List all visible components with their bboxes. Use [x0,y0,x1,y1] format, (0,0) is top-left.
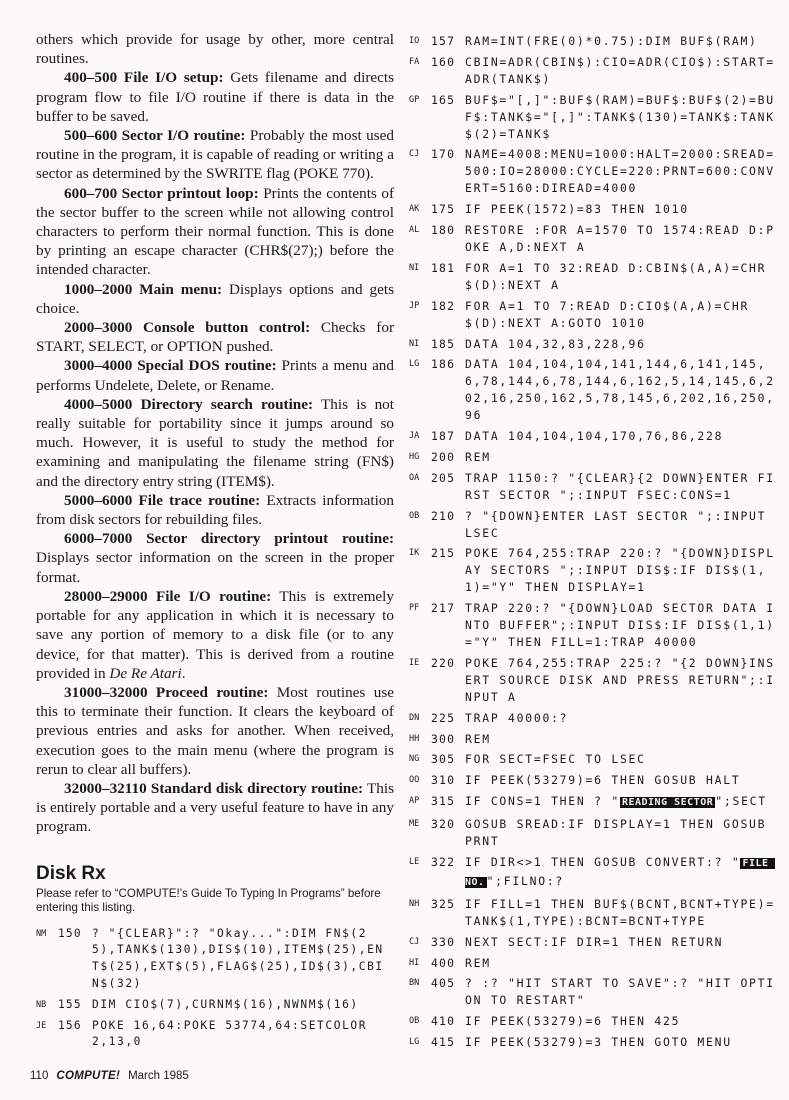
prose-paragraph [36,491,394,529]
paragraph-text: This is entirely portable and a very useful feature to have in any program. [36,779,394,836]
checksum: NG [409,754,420,765]
code-text: DIM CIO$(7),CURNM$(16),NWNM$(16) [92,997,359,1011]
prose-paragraph [36,587,394,683]
paragraph-text: Checks for START, SELECT, or OPTION pushed. [36,319,395,356]
code-line [409,146,781,197]
code-text: BUF$="[,]":BUF$(RAM)=BUF$:BUF$(2)=BUF$:TANK$="[,]":TANK$(130)=TANK$:TANK$(2)=TANK$ [465,92,775,141]
paragraph-heading: 500–600 Sector I/O routine: [64,127,246,145]
code-line [409,772,781,789]
code-line [409,600,781,651]
code-text [465,793,779,812]
code-text: DATA 104,104,104,170,76,86,228 [465,429,724,444]
listing-title: Disk Rx [36,862,106,884]
prose-paragraph [36,395,394,491]
checksum: OB [409,1016,420,1027]
code-text: ? "{DOWN}ENTER LAST SECTOR ";:INPUT LSEC [465,508,775,540]
paragraph-heading: 28000–29000 File I/O routine: [64,587,272,605]
line-number: 410 [431,1014,456,1029]
prose-paragraph [36,683,394,779]
code-text: FOR SECT=FSEC TO LSEC [465,752,646,767]
paragraph-heading: 4000–5000 Directory search routine: [64,395,314,413]
code-line [409,545,781,596]
code-text: REM [465,731,491,746]
line-number: 155 [58,997,82,1011]
code-line [409,731,781,748]
paragraph-heading: 6000–7000 Sector directory printout routine: [64,530,394,548]
code-text: NAME=4008:MENU=1000:HALT=2000:SREAD=500:IO=28000:CYCLE=220:PRNT=600:CONVERT=5160:DIREAD=4000 [465,147,775,196]
prose-paragraph [36,529,394,587]
paragraph-heading: 2000–3000 Console button control: [64,319,311,337]
line-number: 156 [58,1018,82,1032]
line-number: 185 [431,336,456,351]
line-number: 405 [431,976,456,991]
code-line [409,751,781,768]
prose-paragraph [36,779,394,837]
checksum: HG [409,451,420,462]
prose-paragraph [36,280,394,318]
code-line [409,934,781,951]
line-number: 182 [431,298,456,313]
prose-paragraph [36,184,394,280]
line-number: 170 [431,147,456,162]
code-line [409,222,781,256]
line-number: 217 [431,601,456,616]
code-line [409,955,781,972]
checksum: PF [409,603,420,614]
checksum: AK [409,204,420,215]
page-number: 110 [30,1070,49,1082]
code-line [409,854,781,892]
checksum: OA [409,472,420,483]
paragraph-text: Probably the most used routine in the program, it is capable of reading or writing a sector as determined by the SWRITE flag (POKE 770). [36,127,394,183]
code-line [409,1034,781,1051]
issue-date: March 1985 [128,1070,189,1082]
checksum: CJ [409,936,420,947]
paragraph-heading: 1000–2000 Main menu: [64,280,223,298]
checksum: LG [409,1037,420,1048]
code-text: CBIN=ADR(CBIN$):CIO=ADR(CIO$):START=ADR(TANK$) [465,54,775,86]
code-text [465,854,779,892]
code-text: ? :? "HIT START TO SAVE":? "HIT OPTION TO RESTART" [465,976,775,1008]
inverse-video-text: READING SECTOR [621,797,714,809]
checksum: GP [409,94,420,105]
checksum: BN [409,978,420,989]
code-text-part: ";SECT [715,794,767,809]
code-line [409,428,781,445]
checksum: IE [409,657,420,668]
code-text: ? "{CLEAR}":? "Okay...":DIM FN$(25),TANK$(130),DIS$(10),ITEM$(25),ENT$(25),EXT$(5),FLAG$(25),ID$(3),CBIN$(32) [92,926,384,990]
paragraph-text-end: . [181,664,186,682]
line-number: 325 [431,896,456,911]
paragraph-text: Extracts information from disk sectors for rebuilding files. [36,491,394,529]
page-footer [30,1069,189,1083]
paragraph-heading: 5000–6000 File trace routine: [64,491,261,509]
code-line [409,260,781,294]
code-line [409,33,781,50]
line-number: 330 [431,934,456,949]
code-text: TRAP 220:? "{DOWN}LOAD SECTOR DATA INTO BUFFER";:INPUT DIS$:IF DIS$(1,1)="Y" THEN FILL=1:TRAP 40000 [465,601,775,649]
line-number: 157 [431,34,456,48]
code-line [409,54,781,88]
checksum: LG [409,359,420,370]
code-text: TRAP 40000:? [465,710,569,725]
code-text: GOSUB SREAD:IF DISPLAY=1 THEN GOSUB PRNT [465,817,775,849]
code-text: POKE 16,64:POKE 53774,64:SETCOLOR 2,13,0 [92,1018,376,1049]
paragraph-text: This is not really suitable for portability since it jumps around so much. However, it is useful to study the method for examining and manipulating the filename string (FN$) and the directory entry string (ITEM$). [36,395,394,490]
checksum: ME [409,819,420,830]
paragraph-text: This is extremely portable for any application in which it is necessary to save any portion of memory to a disk file (or to any device, for that matter). This is derived from a routine provided in [36,587,394,682]
code-text: IF PEEK(1572)=83 THEN 1010 [465,202,689,217]
code-line [409,793,781,812]
inverse-video-text: FILE NO. [465,857,776,888]
code-text-part: IF CONS=1 THEN ? " [465,794,620,809]
paragraph-text: Gets filename and directs program flow to file I/O routine if there is data in the buffer to be saved. [36,69,394,125]
prose-paragraph [36,30,394,68]
checksum: HH [409,733,420,744]
code-line [36,926,394,993]
checksum: IK [409,548,420,559]
paragraph-heading: 600–700 Sector printout loop: [64,184,259,202]
checksum: NM [36,928,47,939]
line-number: 315 [431,794,456,809]
checksum: HI [409,957,420,968]
checksum: JP [409,300,420,311]
checksum: NI [409,262,420,273]
checksum: FA [409,56,420,67]
code-line [409,470,781,504]
checksum: JE [36,1020,47,1031]
line-number: 415 [431,1035,456,1050]
line-number: 305 [431,752,456,767]
code-line [409,1013,781,1030]
code-line [409,356,781,424]
line-number: 220 [431,655,456,670]
code-text: RESTORE :FOR A=1570 TO 1574:READ D:POKE A,D:NEXT A [465,223,775,254]
code-text-part: IF DIR<>1 THEN GOSUB CONVERT:? " [465,854,741,869]
paragraph-heading: 3000–4000 Special DOS routine: [64,357,277,375]
code-text: FOR A=1 TO 7:READ D:CIO$(A,A)=CHR$(D):NEXT A:GOTO 1010 [465,298,750,330]
checksum: DN [409,712,420,723]
line-number: 322 [431,854,456,869]
code-line [409,92,781,143]
paragraph-text: Displays options and gets choice. [36,280,394,317]
code-text-part: ";FILNO:? [486,873,565,888]
checksum: LE [409,856,420,867]
line-number: 210 [431,508,456,523]
line-number: 205 [431,470,456,485]
code-text: FOR A=1 TO 32:READ D:CBIN$(A,A)=CHR$(D):NEXT A [465,260,767,292]
line-number: 160 [431,54,456,69]
code-line [36,1018,394,1052]
line-number: 320 [431,817,456,832]
code-line [409,655,781,706]
checksum: OB [409,510,420,521]
prose-paragraph [36,356,394,394]
code-line [409,449,781,466]
prose-paragraph [36,126,394,184]
code-line [409,336,781,353]
paragraph-text: others which provide for usage by other, more central routines. [36,31,394,68]
line-number: 165 [431,92,456,107]
checksum: NB [36,999,47,1010]
paragraph-heading: 400–500 File I/O setup: [64,69,224,87]
code-text: NEXT SECT:IF DIR=1 THEN RETURN [465,934,724,949]
code-text: IF PEEK(53279)=3 THEN GOTO MENU [465,1035,732,1050]
line-number: 215 [431,546,456,561]
code-text: IF PEEK(53279)=6 THEN GOSUB HALT [465,773,741,788]
checksum: CJ [409,149,420,160]
code-line [409,975,781,1009]
code-line [36,997,394,1014]
line-number: 175 [431,202,456,217]
article-text [36,30,394,837]
line-number: 225 [431,710,456,725]
code-text: POKE 764,255:TRAP 225:? "{2 DOWN}INSERT SOURCE DISK AND PRESS RETURN";:INPUT A [465,655,775,704]
code-text: IF PEEK(53279)=6 THEN 425 [465,1014,681,1029]
line-gap [409,1051,781,1055]
code-text: REM [465,449,491,464]
code-text: DATA 104,32,83,228,96 [465,336,646,351]
code-line [409,298,781,332]
line-number: 300 [431,731,456,746]
code-line [409,710,781,727]
code-line [409,816,781,850]
code-line [409,201,781,218]
code-text: DATA 104,104,104,141,144,6,141,145,6,78,144,6,78,144,6,162,5,14,145,6,202,16,250,162,5,78,145,6,202,16,250,96 [465,357,775,423]
checksum: OO [409,775,420,786]
line-number: 180 [431,223,456,238]
code-line [409,508,781,542]
code-text: TRAP 1150:? "{CLEAR}{2 DOWN}ENTER FIRST SECTOR ";:INPUT FSEC:CONS=1 [465,470,775,502]
paragraph-heading: 31000–32000 Proceed routine: [64,683,269,701]
checksum: AL [409,225,420,236]
paragraph-italic: De Re Atari [109,664,182,682]
checksum: AP [409,796,420,807]
code-text: IF FILL=1 THEN BUF$(BCNT,BCNT+TYPE)=TANK$(1,TYPE):BCNT=BCNT+TYPE [465,896,775,928]
checksum: NH [409,898,420,909]
prose-paragraph [36,318,394,356]
prose-paragraph [36,68,394,126]
magazine-name: COMPUTE! [56,1070,121,1082]
paragraph-text: Prints a menu and performs Undelete, Delete, or Rename. [36,357,394,394]
line-number: 150 [58,926,82,940]
line-number: 186 [431,357,456,372]
paragraph-text: Prints the contents of the sector buffer to the screen while not allowing control characters to perform their normal function. This is done by printing an escape character (CHR$(27);) before the intended character. [36,184,394,279]
code-listing-right [409,33,781,1055]
line-gap [36,1051,394,1055]
code-text: POKE 764,255:TRAP 220:? "{DOWN}DISPLAY SECTORS ";:INPUT DIS$:IF DIS$(1,1)="Y" THEN DISPLAY=1 [465,546,775,595]
checksum: IO [409,36,420,46]
line-number: 310 [431,773,456,788]
line-number: 181 [431,260,456,275]
code-listing-left [36,926,394,1056]
checksum: JA [409,431,420,442]
code-text: RAM=INT(FRE(0)*0.75):DIM BUF$(RAM) [465,34,758,48]
code-text: REM [465,955,491,970]
code-line [409,896,781,930]
prose-column [36,30,394,1055]
line-number: 400 [431,955,456,970]
paragraph-heading: 32000–32110 Standard disk directory routine: [64,779,364,797]
listing-intro: Please refer to “COMPUTE!’s Guide To Typing In Programs” before entering this listing. [36,886,381,915]
paragraph-text: Displays sector information on the screen in the proper format. [36,549,394,586]
line-number: 200 [431,449,456,464]
checksum: NI [409,338,420,349]
paragraph-text: Most routines use this to terminate their function. It clears the keyboard of previous entries and asks for another. When received, execution goes to the main menu (where the program is rerun to clear all buffers). [36,683,394,778]
line-number: 187 [431,429,456,444]
